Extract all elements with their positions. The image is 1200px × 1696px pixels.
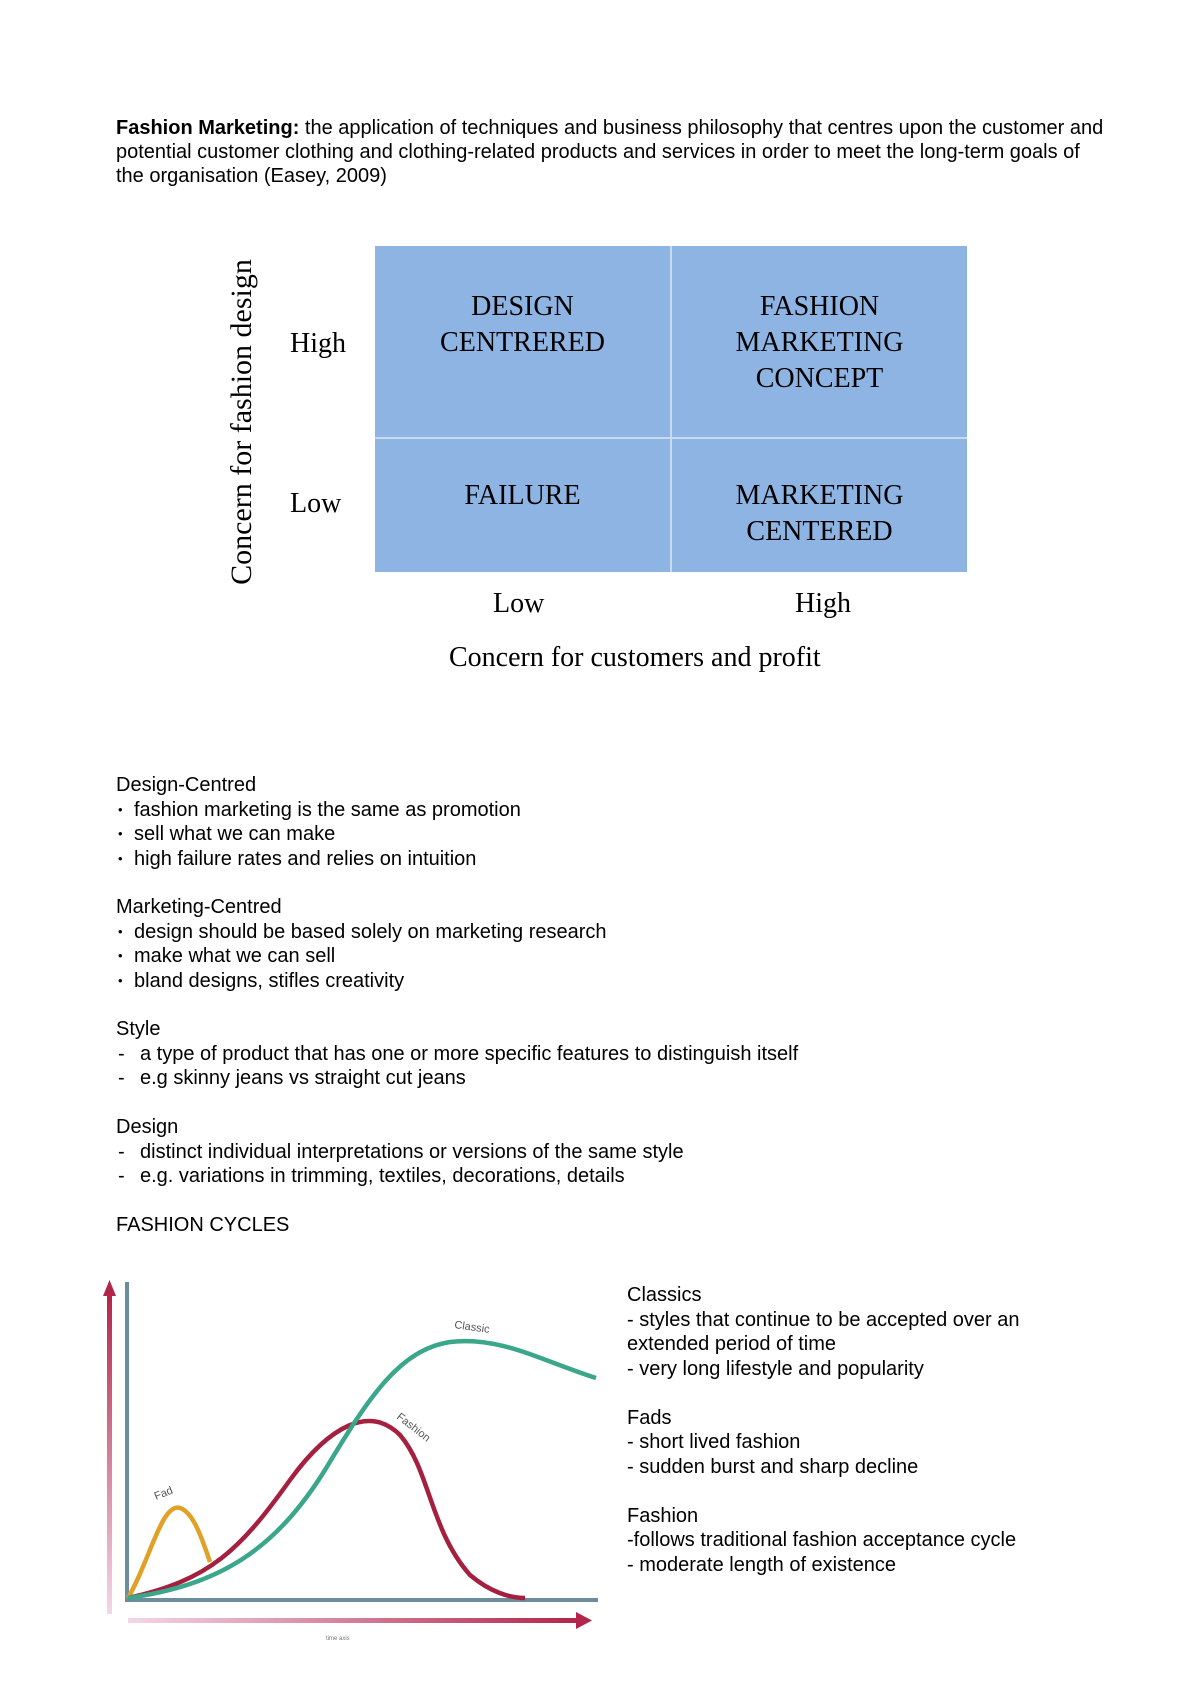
list-item: - e.g skinny jeans vs straight cut jeans xyxy=(116,1066,1016,1091)
vertical-arrow xyxy=(103,1280,116,1614)
fashion-heading: Fashion xyxy=(627,1504,699,1527)
fads-heading: Fads xyxy=(627,1406,672,1429)
fads-line: - short lived fashion xyxy=(627,1431,801,1453)
matrix-col-label-low: Low xyxy=(493,588,545,619)
fashion-line: - moderate length of existence xyxy=(627,1553,897,1576)
matrix-col-label-high: High xyxy=(795,588,851,619)
fashion-cycle-chart xyxy=(100,1270,610,1650)
classic-curve xyxy=(128,1341,596,1598)
classics-line: - very long lifestyle and popularity xyxy=(627,1357,924,1380)
fashion-cycles-heading: FASHION CYCLES xyxy=(116,1214,290,1236)
list-item: - distinct individual interpretations or versions of the same style xyxy=(116,1140,1016,1165)
classics-heading: Classics xyxy=(627,1284,702,1306)
fads-line: - sudden burst and sharp decline xyxy=(627,1455,919,1478)
intro-definition: the application of techniques and business philosophy that centres upon the customer and potential customer clothing and clothing-related products and services in order to meet the long-term goals of the organisation (Easey, 2009) xyxy=(116,117,1104,187)
list-item: • fashion marketing is the same as promotion xyxy=(116,798,1016,823)
matrix-cell-marketing-centered: MARKETING CENTERED xyxy=(672,439,967,572)
list-item: • bland designs, stifles creativity xyxy=(116,969,1016,994)
classic-label: Classic xyxy=(453,1319,491,1336)
matrix-y-axis-label: Concern for fashion design xyxy=(225,259,258,585)
matrix-x-axis-label: Concern for customers and profit xyxy=(449,642,821,673)
cycle-notes xyxy=(627,1283,1097,1577)
intro-term: Fashion Marketing: xyxy=(116,117,300,139)
fashion-line: -follows traditional fashion acceptance cycle xyxy=(627,1529,1017,1551)
section-heading: Design-Centred xyxy=(116,774,257,796)
section-heading: Design xyxy=(116,1116,179,1138)
list-item: • high failure rates and relies on intuition xyxy=(116,847,1016,872)
x-axis-label: time axis xyxy=(326,1636,350,1642)
design-centred-section xyxy=(116,773,1016,871)
classics-line: - styles that continue to be accepted over an extended period of time xyxy=(627,1308,1020,1355)
list-item: - e.g. variations in trimming, textiles, decorations, details xyxy=(116,1164,1016,1189)
marketing-matrix xyxy=(375,246,967,572)
style-section xyxy=(116,1017,1016,1091)
horizontal-arrow xyxy=(128,1612,592,1629)
list-item: • sell what we can make xyxy=(116,822,1016,847)
fad-label: Fad xyxy=(152,1484,175,1503)
fashion-label: Fashion xyxy=(394,1410,433,1445)
matrix-cell-fashion-marketing-concept: FASHION MARKETING CONCEPT xyxy=(672,246,967,437)
matrix-cell-failure: FAILURE xyxy=(375,439,670,572)
marketing-centred-section xyxy=(116,895,1016,993)
fashion-curve xyxy=(128,1421,525,1598)
section-heading: Marketing-Centred xyxy=(116,896,282,918)
matrix-row-label-high: High xyxy=(290,328,346,359)
section-heading: Style xyxy=(116,1018,161,1040)
matrix-cell-design-centred: DESIGN CENTRERED xyxy=(375,246,670,437)
list-item: • make what we can sell xyxy=(116,944,1016,969)
matrix-row-label-low: Low xyxy=(290,488,342,519)
list-item: - a type of product that has one or more specific features to distinguish itself xyxy=(116,1042,1016,1067)
design-section xyxy=(116,1115,1016,1189)
intro-paragraph xyxy=(116,116,1106,188)
list-item: • design should be based solely on marketing research xyxy=(116,920,1016,945)
